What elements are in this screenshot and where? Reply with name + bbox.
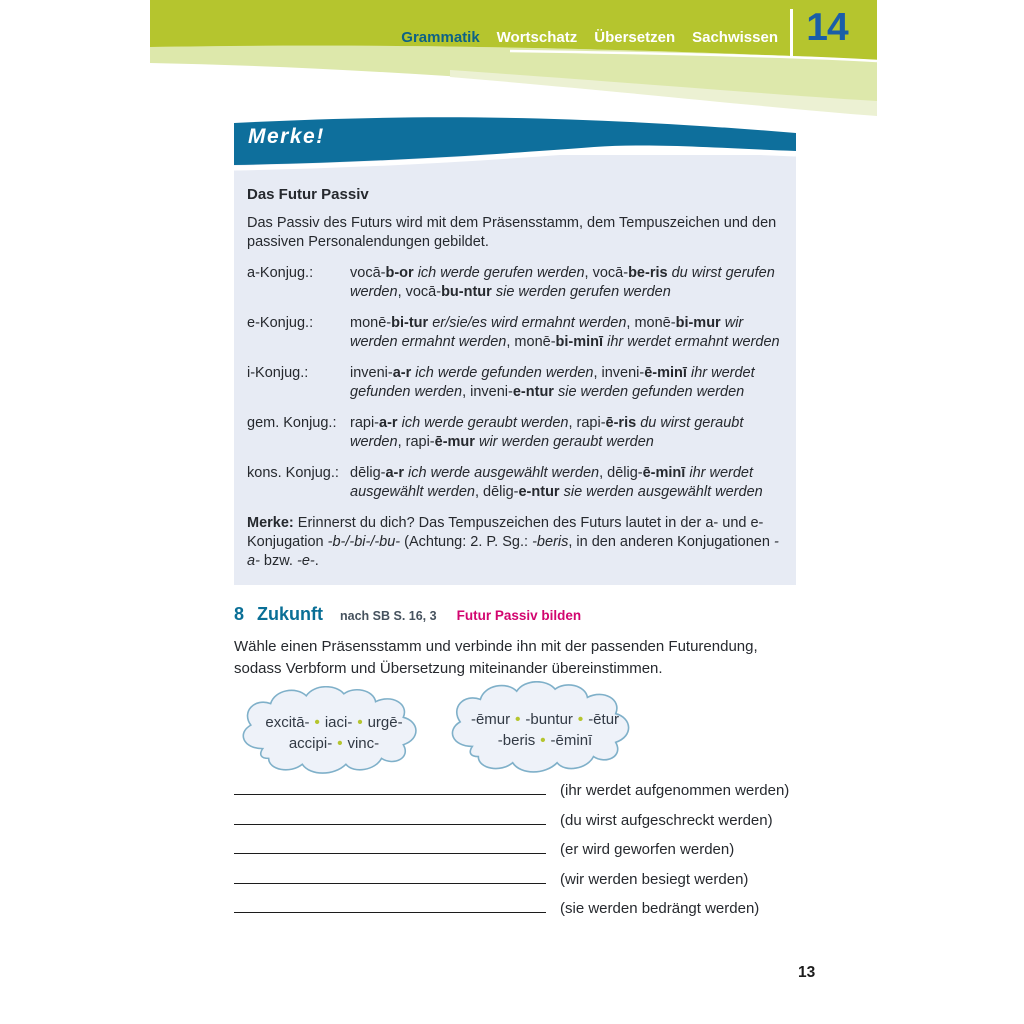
stems-list: [235, 686, 433, 776]
exercise-header: [234, 604, 581, 625]
merke-intro: Das Passiv des Futurs wird mit dem Präsensstamm, dem Tempuszeichen und den passiven Personalendungen gebildet.: [247, 215, 777, 250]
answer-hint: (sie werden bedrängt werden): [560, 900, 760, 918]
exercise-number: 8: [234, 604, 245, 624]
word-item: -ētur: [588, 711, 620, 728]
chapter-number: 14: [806, 6, 848, 49]
conjugation-row-a: [247, 264, 783, 302]
book-page: [150, 0, 877, 1024]
conjugation-row-e: [247, 314, 783, 352]
word-item: iaci-: [324, 714, 353, 731]
conjugation-row-kons: [247, 464, 783, 502]
answer-row: [234, 866, 789, 896]
tab-grammatik: Grammatik: [401, 29, 480, 46]
word-item: urgē-: [367, 714, 403, 731]
bullet-separator-icon: •: [577, 711, 584, 728]
endings-list: [444, 681, 646, 775]
answer-row: [234, 807, 789, 837]
merke-note: Merke: Erinnerst du dich? Das Tempuszeichen des Futurs lautet in der a- und e-Konjugation -b-/-bi-/-bu- (Achtung: 2. P. Sg.: -beris, in den anderen Konjugationen -a- bzw. -e-.: [247, 515, 779, 569]
exercise-reference: nach SB S. 16, 3: [340, 609, 437, 623]
exercise-tag: Futur Passiv bilden: [456, 608, 582, 623]
conjugation-label: a-Konjug.:: [247, 265, 314, 281]
exercise-instruction: Wähle einen Präsensstamm und verbinde ihn mit der passenden Futurendung, sodass Verbform und Übersetzung miteinander übereinstimmen.: [234, 638, 758, 677]
answer-blank: [234, 895, 546, 913]
word-item: excitā-: [265, 714, 310, 731]
merke-title: Das Futur Passiv: [247, 186, 369, 203]
endings-line-2: [498, 730, 592, 751]
answer-hint: (ihr werdet aufgenommen werden): [560, 782, 790, 799]
bullet-separator-icon: •: [540, 732, 546, 749]
answer-hint: (er wird geworfen werden): [560, 841, 735, 859]
word-item: -ēmur: [470, 711, 511, 728]
bullet-separator-icon: •: [515, 711, 521, 728]
bullet-separator-icon: •: [314, 714, 320, 731]
answer-blank: [234, 836, 546, 854]
stems-line-1: [265, 712, 402, 733]
answer-blank: [234, 807, 546, 825]
answer-row: [234, 777, 789, 807]
merke-banner-label: Merke!: [248, 125, 325, 148]
endings-line-1: [471, 709, 619, 730]
endings-cloud: [444, 681, 646, 775]
header-tab-bar: [401, 29, 778, 46]
conjugation-label: e-Konjug.:: [247, 315, 314, 331]
conjugation-forms: rapi-a-r ich werde geraubt werden, rapi-ē-ris du wirst geraubt werden, rapi-ē-mur wir werden geraubt werden: [350, 415, 744, 450]
answer-hint: (wir werden besiegt werden): [560, 870, 749, 888]
word-item: -beris: [497, 732, 536, 749]
bullet-separator-icon: •: [357, 714, 363, 731]
answer-row: [234, 836, 789, 866]
answer-blank: [234, 777, 546, 795]
answer-lines: [234, 777, 789, 925]
conjugation-forms: dēlig-a-r ich werde ausgewählt werden, dēlig-ē-minī ihr werdet ausgewählt werden, dēlig-e-ntur sie werden ausgewählt werden: [350, 465, 763, 500]
tab-sachwissen: Sachwissen: [692, 29, 778, 46]
stems-line-2: [289, 733, 379, 754]
conjugation-row-gem: [247, 414, 783, 452]
bullet-separator-icon: •: [337, 735, 343, 752]
page-number: 13: [798, 964, 816, 981]
word-item: -ēminī: [550, 732, 593, 749]
conjugation-label: gem. Konjug.:: [247, 415, 337, 431]
word-item: accipi-: [288, 735, 333, 752]
merke-panel: [234, 155, 796, 585]
word-item: -buntur: [525, 711, 573, 728]
header-separator: [790, 9, 793, 56]
stems-cloud: [235, 686, 433, 776]
answer-hint: (du wirst aufgeschreckt werden): [560, 811, 773, 829]
header-swoosh: [150, 0, 877, 130]
conjugation-forms: vocā-b-or ich werde gerufen werden, vocā-be-ris du wirst gerufen werden, vocā-bu-ntur sie werden gerufen werden: [350, 265, 775, 300]
exercise-title: Zukunft: [257, 604, 323, 624]
conjugation-label: i-Konjug.:: [247, 365, 309, 381]
conjugation-forms: monē-bi-tur er/sie/es wird ermahnt werden, monē-bi-mur wir werden ermahnt werden, monē-bi-minī ihr werdet ermahnt werden: [350, 315, 780, 350]
answer-blank: [234, 866, 546, 884]
answer-row: [234, 895, 789, 925]
tab-uebersetzen: Übersetzen: [594, 29, 676, 46]
tab-wortschatz: Wortschatz: [496, 29, 578, 46]
conjugation-label: kons. Konjug.:: [247, 465, 339, 481]
conjugation-row-i: [247, 364, 783, 402]
conjugation-forms: inveni-a-r ich werde gefunden werden, inveni-ē-minī ihr werdet gefunden werden, inveni-e-ntur sie werden gefunden werden: [350, 365, 755, 400]
word-item: vinc-: [347, 735, 380, 752]
